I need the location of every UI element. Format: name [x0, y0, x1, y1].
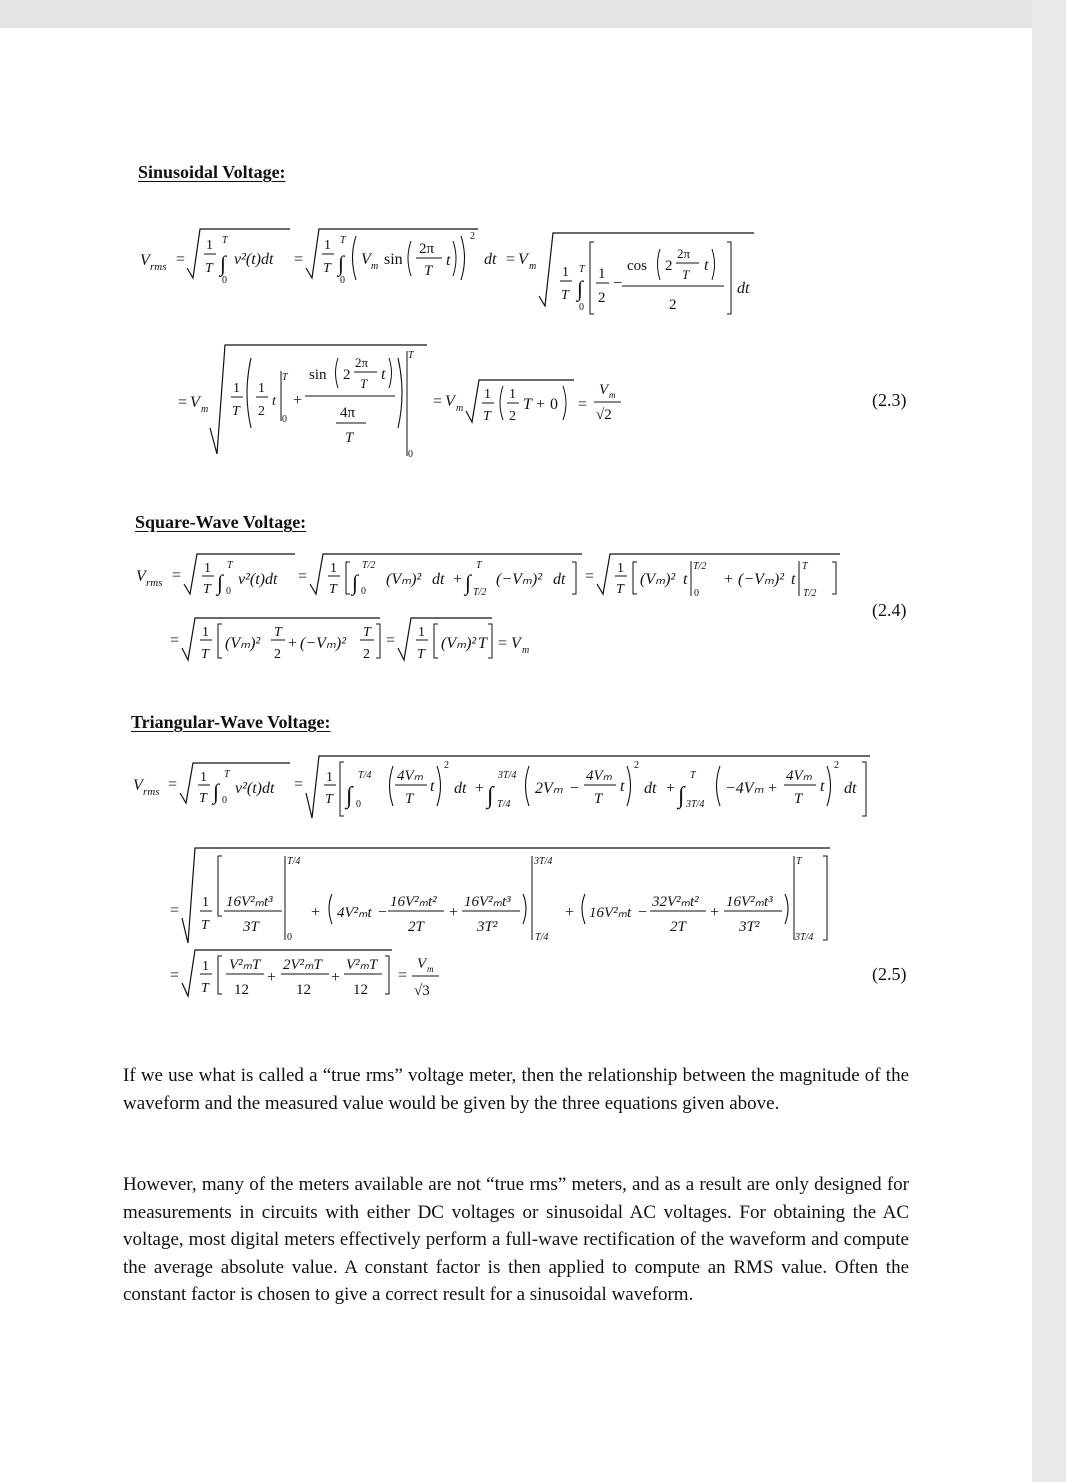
eq1-one-c: 1 — [562, 265, 569, 280]
eq3c-m-sub: m — [427, 964, 434, 974]
eq1b-m-sub-b: m — [456, 403, 464, 414]
eq2b-Vm2-a: (Vₘ)² — [225, 635, 261, 652]
eq3c-equals-b: = — [398, 967, 408, 984]
eq1b-lower-0-b: 0 — [408, 449, 413, 460]
eq2-upper-T2-a: T/2 — [362, 560, 376, 571]
eq3b-lower-0: 0 — [287, 932, 292, 943]
eq3-equals-b: = — [294, 776, 304, 793]
eq1-one-b: 1 — [324, 238, 331, 253]
eq3c-T-a: T — [201, 981, 209, 996]
eq2-Vm2-a: (Vₘ)² — [386, 571, 422, 588]
eq3-upper-T-b: T — [690, 770, 696, 781]
eq1-v2t-a: v²(t)dt — [234, 251, 274, 268]
eq3-lower-0-b: 0 — [356, 799, 361, 810]
eq3b-upper-T: T — [796, 856, 802, 867]
eq1-2pi-b: 2π — [677, 246, 691, 261]
eq1b-Vm-a: V — [190, 394, 200, 411]
eq3-one-a: 1 — [200, 770, 207, 785]
eq3-integral-c: ∫ — [487, 783, 494, 809]
eq2-T-b: T — [329, 582, 337, 597]
eq2b-Vm: V — [511, 635, 521, 652]
eq2b-two-c: 2 — [363, 647, 370, 662]
eq3b-3T2-a: 3T² — [477, 919, 498, 935]
eq1-equals-c: = — [506, 251, 516, 268]
eq2b-T-a: T — [201, 647, 209, 662]
eq1-square-a: 2 — [470, 231, 475, 242]
eq3b-plus-a: + — [311, 904, 321, 921]
eq2b-T-e: T — [478, 635, 487, 652]
eq3-4Vm-a: 4Vₘ — [397, 768, 424, 784]
eq2-upper-T-a: T — [227, 560, 233, 571]
eq2b-equals-c: = — [498, 635, 508, 652]
eq3-equals-a: = — [168, 776, 178, 793]
eq1b-t-b: t — [381, 366, 386, 383]
eq3b-upper-T4-a: T/4 — [287, 856, 301, 867]
eq1b-two-d: 2 — [509, 409, 516, 424]
eq2-one-b: 1 — [330, 561, 337, 576]
eq3-lower-3T4: 3T/4 — [686, 799, 705, 810]
eq3b-equals-a: = — [170, 902, 180, 919]
eq1-two-e: 2 — [665, 258, 673, 274]
eq3b-2T-a: 2T — [408, 919, 424, 935]
eq2-dt-b: dt — [553, 571, 566, 588]
eq3-square-a: 2 — [444, 760, 449, 771]
eq3-T-a: T — [199, 791, 207, 806]
eq1b-T-a: T — [232, 404, 240, 419]
eq3-dt-a: dt — [454, 780, 467, 797]
eq2-lower-0-c: 0 — [694, 588, 699, 599]
eq2-T-a: T — [203, 582, 211, 597]
eq3b-16Vt2-a: 16V²ₘt² — [390, 894, 437, 910]
eq1b-T-b: T — [360, 376, 368, 391]
eq1b-lower-0-a: 0 — [282, 414, 287, 425]
eq3-rms-sub: rms — [143, 786, 160, 798]
eq1b-T-e: T — [523, 396, 532, 413]
eq3b-minus-b: − — [638, 904, 648, 921]
eq3-plus-b: + — [666, 780, 676, 797]
equation-sinusoidal-rms — [140, 229, 754, 460]
eq1b-Vm-b: V — [445, 393, 455, 410]
eq2-negVm2-b: (−Vₘ)² — [738, 571, 784, 588]
eq2b-two-b: 2 — [274, 647, 281, 662]
eq1-T-a: T — [205, 261, 213, 276]
eq1b-upper-T-b: T — [408, 350, 414, 361]
eq3b-lower-T4: T/4 — [535, 932, 549, 943]
eq1b-plus-a: + — [293, 392, 303, 409]
eq1b-m-sub-c: m — [609, 390, 616, 400]
eq2-v: V — [136, 568, 146, 585]
eq1-equals-b: = — [294, 251, 304, 268]
eq3-plus-a: + — [475, 780, 485, 797]
eq1b-2pi: 2π — [355, 355, 369, 370]
eq3c-12-a: 12 — [234, 982, 249, 998]
eq1-2pi-a: 2π — [419, 241, 435, 257]
eq1b-one-b: 1 — [258, 381, 265, 396]
eq3b-plus-c: + — [565, 904, 575, 921]
eq2-dt-a: dt — [432, 571, 445, 588]
eq1b-one-a: 1 — [233, 381, 240, 396]
eq2-v2t: v²(t)dt — [238, 571, 278, 588]
eq3b-16Vt: 16V²ₘt — [589, 905, 632, 921]
eq1-T-d: T — [561, 288, 569, 303]
eq1-sin-a: sin — [384, 251, 403, 268]
eq3-upper-T-a: T — [224, 769, 230, 780]
eq2-one-a: 1 — [204, 561, 211, 576]
eq3-T-e: T — [794, 791, 803, 807]
eq3c-VmT-a: V²ₘT — [229, 957, 261, 973]
eq2-lower-0-a: 0 — [226, 586, 231, 597]
eq1-one-d: 1 — [598, 266, 606, 282]
eq2b-m-sub: m — [522, 645, 530, 656]
eq3-minus-a: − — [570, 780, 580, 797]
eq3b-lower-3T4: 3T/4 — [795, 932, 814, 943]
eq3-plus-c: + — [768, 780, 778, 797]
eq1-integral-c: ∫ — [577, 276, 584, 301]
viewer-top-bar — [0, 0, 1032, 28]
eq3c-plus-a: + — [267, 969, 277, 986]
eq2-negVm2-a: (−Vₘ)² — [496, 571, 542, 588]
eq1-upper-T-b: T — [340, 235, 346, 246]
eq1-T-c: T — [424, 263, 433, 279]
eq2-rms-sub: rms — [146, 577, 163, 589]
eq2b-T-d: T — [417, 647, 425, 662]
eq3c-12-b: 12 — [296, 982, 311, 998]
eq1-integral-a: ∫ — [220, 251, 227, 276]
eq2-equals-b: = — [298, 568, 308, 585]
eq3b-plus-b: + — [449, 904, 459, 921]
eq2-plus-a: + — [453, 571, 463, 588]
eq1b-one-d: 1 — [509, 387, 516, 402]
eq3-dt-c: dt — [844, 780, 857, 797]
eq3b-one-a: 1 — [202, 895, 209, 910]
equation-number-2-4: (2.4) — [872, 600, 907, 620]
equation-number-2-5: (2.5) — [872, 964, 907, 984]
eq1-equals-a: = — [176, 251, 186, 268]
eq1b-equals-a: = — [178, 394, 188, 411]
eq2-lower-0-b: 0 — [361, 586, 366, 597]
eq3c-equals-a: = — [170, 967, 180, 984]
eq1b-sin: sin — [309, 367, 327, 383]
eq3-lower-T4-a: T/4 — [497, 799, 511, 810]
eq3b-16Vt3-a: 16V²ₘt³ — [226, 894, 273, 910]
eq3b-T-a: T — [201, 918, 209, 933]
eq1b-4pi: 4π — [340, 405, 356, 421]
eq1-upper-T-c: T — [579, 264, 585, 275]
eq1b-two-c: 2 — [343, 367, 351, 383]
paragraph-non-true-rms-meters: However, many of the meters available are not “true rms” meters, and as a result are only designed for measurements in circuits with either DC voltages or sinusoidal AC voltages. For obtaining the AC voltage, most digital meters effectively perform a full-wave rectification of the waveform and compute the average absolute value. A constant factor is then applied to compute an RMS value. Often the constant factor is chosen to give a correct result for a sinusoidal waveform. — [123, 1174, 909, 1305]
eq2-lower-T2-a: T/2 — [473, 587, 487, 598]
eq3-square-b: 2 — [634, 760, 639, 771]
eq1b-plus-b: + — [536, 396, 546, 413]
eq2b-T-b: T — [274, 625, 282, 640]
equation-number-2-3: (2.3) — [872, 390, 907, 410]
eq2b-plus-a: + — [288, 635, 298, 652]
eq3-4Vm-c: 4Vₘ — [786, 768, 813, 784]
eq1-minus-a: − — [613, 275, 623, 292]
eq2-lower-T2-b: T/2 — [803, 588, 817, 599]
eq3-upper-3T4-a: 3T/4 — [498, 770, 517, 781]
eq1b-T-d: T — [483, 409, 491, 424]
eq3c-sqrt3: √3 — [414, 983, 430, 999]
eq1b-upper-T-a: T — [282, 372, 288, 383]
eq1b-equals-c: = — [578, 396, 588, 413]
eq3-integral-a: ∫ — [213, 779, 220, 804]
eq3b-3T2-b: 3T² — [739, 919, 760, 935]
eq3b-upper-3T4: 3T/4 — [534, 856, 553, 867]
eq2-upper-T-c: T — [476, 560, 482, 571]
eq3b-4Vt: 4V²ₘt — [337, 905, 372, 921]
eq1-m-sub-b: m — [529, 261, 537, 272]
eq2-one-c: 1 — [617, 561, 624, 576]
eq3-neg4Vm: −4Vₘ — [725, 780, 764, 797]
eq3-dt-b: dt — [644, 780, 657, 797]
eq1b-one-c: 1 — [484, 387, 491, 402]
eq3-v2t: v²(t)dt — [235, 780, 275, 797]
eq3-square-c: 2 — [834, 760, 839, 771]
eq1b-two-b: 2 — [258, 404, 265, 419]
eq2-T-d: T — [616, 582, 624, 597]
eq1-Vm-b: V — [518, 251, 528, 268]
heading-square-wave: Square-Wave Voltage: — [135, 512, 307, 532]
eq3b-32Vt2: 32V²ₘt² — [652, 894, 699, 910]
eq3-4Vm-b: 4Vₘ — [586, 768, 613, 784]
eq2b-one-d: 1 — [418, 625, 425, 640]
eq1-one-a: 1 — [206, 238, 213, 253]
eq3-T-c: T — [405, 791, 414, 807]
eq3-t-c: t — [820, 778, 825, 795]
eq3-one-b: 1 — [326, 770, 333, 785]
eq3c-plus-b: + — [331, 969, 341, 986]
eq2b-one-a: 1 — [202, 625, 209, 640]
eq1b-zero: 0 — [550, 396, 558, 413]
eq1-v: V — [140, 252, 150, 269]
eq1-t-b: t — [704, 257, 709, 274]
eq3c-12-c: 12 — [353, 982, 368, 998]
document-page — [0, 28, 1032, 1482]
eq1-rms-sub: rms — [150, 261, 167, 273]
eq2-equals-a: = — [172, 567, 182, 584]
eq3c-2VmT: 2V²ₘT — [283, 957, 322, 973]
eq2b-negVm2: (−Vₘ)² — [300, 635, 346, 652]
eq1-lower-0-b: 0 — [340, 275, 345, 286]
eq2b-equals-a: = — [170, 632, 180, 649]
eq1b-equals-b: = — [433, 393, 443, 410]
eq1-lower-0-c: 0 — [579, 302, 584, 313]
equation-square-wave-rms — [136, 554, 840, 662]
eq3b-2T-b: 2T — [670, 919, 686, 935]
eq1b-m-sub-a: m — [201, 404, 209, 415]
eq2-t-b: t — [791, 571, 796, 588]
eq1b-Vm-c: V — [599, 382, 609, 398]
eq2-upper-T-d: T — [802, 561, 808, 572]
eq3b-16Vt3-b: 16V²ₘt³ — [464, 894, 511, 910]
eq1b-T-c: T — [345, 430, 354, 446]
eq1-upper-T-a: T — [222, 235, 228, 246]
eq3b-3T-a: 3T — [243, 919, 259, 935]
eq3-T-b: T — [325, 792, 333, 807]
eq1-two-f: 2 — [669, 297, 677, 313]
eq3-lower-0-a: 0 — [222, 795, 227, 806]
eq3c-VmT-b: V²ₘT — [346, 957, 378, 973]
eq2b-Vm2-b: (Vₘ)² — [441, 635, 477, 652]
eq3-integral-b: ∫ — [346, 783, 353, 809]
heading-triangular-wave: Triangular-Wave Voltage: — [131, 712, 331, 732]
eq3-T-d: T — [594, 791, 603, 807]
eq1-t-a: t — [446, 252, 451, 269]
eq2-plus-b: + — [724, 571, 734, 588]
eq3c-one-a: 1 — [202, 959, 209, 974]
eq1-dt-a: dt — [484, 251, 497, 268]
eq3-integral-d: ∫ — [678, 783, 685, 809]
eq2-t-a: t — [683, 571, 688, 588]
eq2b-T-c: T — [363, 625, 371, 640]
eq2-integral-b: ∫ — [352, 570, 359, 595]
eq1-m-sub-a: m — [371, 261, 379, 272]
eq2b-equals-b: = — [386, 632, 396, 649]
eq3b-16Vt3-c: 16V²ₘt³ — [726, 894, 773, 910]
eq3b-minus-a: − — [378, 904, 388, 921]
eq1-T-b: T — [323, 261, 331, 276]
eq1-integral-b: ∫ — [338, 251, 345, 276]
eq3-t-a: t — [430, 778, 435, 795]
eq1-dt-b: dt — [737, 280, 750, 297]
eq1-lower-0-a: 0 — [222, 275, 227, 286]
heading-sinusoidal: Sinusoidal Voltage: — [138, 162, 286, 182]
eq1b-t-a: t — [272, 394, 276, 409]
eq3c-Vm: V — [417, 956, 427, 972]
eq3-v: V — [133, 777, 143, 794]
paragraph-true-rms: If we use what is called a “true rms” voltage meter, then the relationship between the magnitude of the waveform and the measured value would be given by the three equations given above. — [123, 1065, 909, 1114]
eq1-cos: cos — [627, 258, 647, 274]
eq1-T-e: T — [682, 267, 690, 282]
eq2-equals-c: = — [585, 568, 595, 585]
eq2-Vm2-b: (Vₘ)² — [640, 571, 676, 588]
equation-triangular-wave-rms — [133, 756, 870, 999]
eq3b-plus-d: + — [710, 904, 720, 921]
eq3-t-b: t — [620, 778, 625, 795]
eq3-upper-T4-a: T/4 — [358, 770, 372, 781]
eq2-integral-a: ∫ — [217, 570, 224, 595]
eq2-upper-T2-b: T/2 — [693, 561, 707, 572]
eq1-two-d: 2 — [598, 290, 606, 306]
eq1b-sqrt2: √2 — [596, 407, 612, 423]
eq3-2Vm: 2Vₘ — [535, 780, 563, 797]
eq2-integral-c: ∫ — [465, 570, 472, 595]
eq1-Vm-a: V — [361, 251, 371, 268]
